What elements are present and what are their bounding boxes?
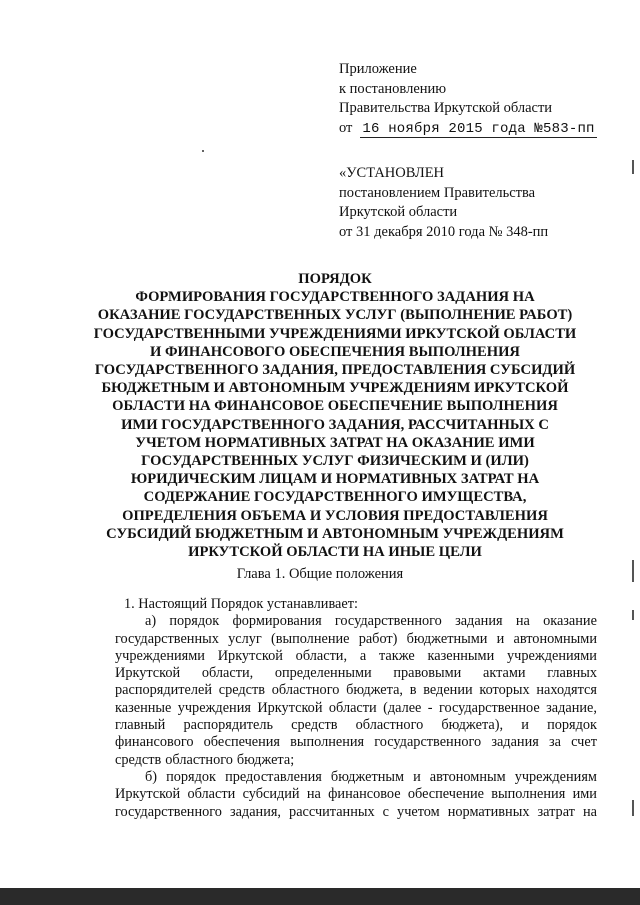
appendix-line: Правительства Иркутской области bbox=[339, 100, 553, 116]
word: задания, bbox=[229, 803, 282, 820]
word: задания bbox=[455, 613, 503, 630]
word: предоставления bbox=[225, 768, 322, 785]
word: порядок bbox=[547, 717, 597, 734]
word: учетом bbox=[397, 803, 440, 820]
word: задание, bbox=[546, 699, 597, 716]
title-line: ФОРМИРОВАНИЯ ГОСУДАРСТВЕННОГО ЗАДАНИЯ НА bbox=[135, 289, 535, 306]
title-heading: ПОРЯДОК bbox=[298, 271, 372, 287]
title-line: УЧЕТОМ НОРМАТИВНЫХ ЗАТРАТ НА ОКАЗАНИЕ ИМИ bbox=[135, 434, 535, 451]
word: (выполнение bbox=[270, 630, 350, 647]
word: финансового bbox=[115, 734, 194, 751]
established-line: «УСТАНОВЛЕН bbox=[339, 165, 445, 181]
word: Иркутской bbox=[217, 647, 283, 664]
word: распорядитель bbox=[183, 717, 273, 734]
word: финансовое bbox=[328, 786, 401, 803]
word: области, bbox=[295, 647, 348, 664]
word: порядок bbox=[166, 768, 217, 785]
resolution-date-number: 16 ноября 2015 года №583-пп bbox=[362, 120, 595, 137]
title-line: ОБЛАСТИ НА ФИНАНСОВОЕ ОБЕСПЕЧЕНИЕ ВЫПОЛНЕНИЯ bbox=[112, 398, 558, 415]
word: автономным bbox=[429, 768, 506, 785]
established-block bbox=[339, 164, 548, 242]
word: областного bbox=[355, 717, 424, 734]
word: с bbox=[382, 803, 390, 820]
word: а) bbox=[145, 613, 157, 630]
word: учреждениям bbox=[514, 768, 597, 785]
established-line: Иркутской области bbox=[339, 204, 458, 220]
word: бюджетным bbox=[330, 768, 405, 785]
word: субсидий bbox=[242, 786, 300, 803]
scan-edge bbox=[632, 0, 640, 905]
word: на bbox=[306, 786, 321, 803]
word: учреждениями bbox=[115, 647, 205, 664]
title-line: И ФИНАНСОВОГО ОБЕСПЕЧЕНИЯ ВЫПОЛНЕНИЯ bbox=[150, 343, 520, 360]
word: государственного bbox=[374, 734, 482, 751]
scan-bottom-border bbox=[0, 888, 640, 905]
word: счет bbox=[571, 734, 597, 751]
word: учреждениями bbox=[507, 647, 597, 664]
title-line: СОДЕРЖАНИЕ ГОСУДАРСТВЕННОГО ИМУЩЕСТВА, bbox=[143, 489, 527, 506]
word: и bbox=[496, 630, 505, 647]
appendix-block bbox=[339, 60, 597, 138]
word: выполнения bbox=[491, 786, 566, 803]
word: и bbox=[521, 717, 529, 734]
word: на bbox=[582, 803, 597, 820]
word: рассчитанных bbox=[289, 803, 375, 820]
appendix-line: к постановлению bbox=[339, 80, 447, 97]
body-line bbox=[115, 613, 597, 630]
word: государственного bbox=[334, 613, 442, 630]
word: государственное bbox=[438, 699, 540, 716]
word: в bbox=[409, 682, 417, 699]
word: а bbox=[359, 647, 367, 664]
title-line: СУБСИДИЙ БЮДЖЕТНЫМ И АВТОНОМНЫМ УЧРЕЖДЕНИЯМ bbox=[106, 525, 564, 542]
title-line: ЮРИДИЧЕСКИМ ЛИЦАМ И НОРМАТИВНЫХ ЗАТРАТ НА bbox=[130, 471, 540, 488]
body-line bbox=[115, 665, 597, 682]
word: на bbox=[515, 613, 530, 630]
word: средств bbox=[218, 682, 266, 699]
established-line: от 31 декабря 2010 года № 348-пп bbox=[339, 223, 549, 240]
body-line bbox=[115, 631, 597, 648]
word: государственного bbox=[115, 803, 222, 820]
word: главный bbox=[115, 717, 166, 734]
word: области, bbox=[201, 665, 254, 682]
word: которых bbox=[479, 682, 530, 699]
title-line: ИРКУТСКОЙ ОБЛАСТИ НА ИНЫЕ ЦЕЛИ bbox=[188, 544, 482, 561]
word: оказание bbox=[543, 613, 597, 630]
word: актами bbox=[482, 665, 526, 682]
word: обеспечения bbox=[203, 734, 280, 751]
word: Иркутской bbox=[115, 786, 181, 803]
word: и bbox=[413, 768, 421, 785]
word: казенные bbox=[115, 699, 172, 716]
word: бюджета, bbox=[346, 682, 403, 699]
title-line: ОКАЗАНИЕ ГОСУДАРСТВЕННЫХ УСЛУГ (ВЫПОЛНЕНИЕ РАБОТ) bbox=[97, 307, 573, 324]
word: областного bbox=[165, 751, 233, 768]
word: Иркутской bbox=[115, 665, 181, 682]
word: затрат bbox=[537, 803, 575, 820]
title-line: ГОСУДАРСТВЕННЫМИ УЧРЕЖДЕНИЯМИ ИРКУТСКОЙ ОБЛАСТИ bbox=[93, 325, 577, 342]
word: (далее bbox=[383, 699, 422, 716]
word: выполнения bbox=[290, 734, 365, 751]
word: порядок bbox=[169, 613, 220, 630]
title-line: ГОСУДАРСТВЕННЫХ УСЛУГ ФИЗИЧЕСКИМ И (ИЛИ) bbox=[141, 453, 529, 470]
word: формирования bbox=[232, 613, 322, 630]
word: автономными bbox=[513, 630, 597, 647]
established-line: постановлением Правительства bbox=[339, 184, 536, 201]
word: задания bbox=[491, 734, 539, 751]
body-line bbox=[115, 786, 597, 803]
word: области bbox=[187, 786, 236, 803]
body-line bbox=[115, 648, 597, 665]
word: области bbox=[328, 699, 377, 716]
word: правовыми bbox=[393, 665, 462, 682]
title-line: ГОСУДАРСТВЕННОГО ЗАДАНИЯ, ПРЕДОСТАВЛЕНИЯ СУБСИДИЙ bbox=[94, 362, 576, 379]
word: казенными bbox=[427, 647, 495, 664]
word: средств bbox=[115, 751, 162, 768]
appendix-date-line bbox=[339, 119, 597, 139]
title-line: ОПРЕДЕЛЕНИЯ ОБЪЕМА И УСЛОВИЯ ПРЕДОСТАВЛЕНИЯ bbox=[122, 507, 548, 524]
body-text bbox=[115, 596, 597, 821]
title-line: ИМИ ГОСУДАРСТВЕННОГО ЗАДАНИЯ, РАССЧИТАННЫХ С bbox=[121, 416, 549, 433]
body-line bbox=[115, 734, 597, 751]
word: государственных bbox=[115, 630, 219, 647]
body-line bbox=[115, 717, 597, 734]
word: ведении bbox=[423, 682, 473, 699]
from-label: от bbox=[339, 119, 353, 136]
word: средств bbox=[291, 717, 338, 734]
word: работ) bbox=[358, 630, 398, 647]
word: определенными bbox=[274, 665, 372, 682]
document-title bbox=[70, 270, 600, 561]
word: распорядителей bbox=[115, 682, 213, 699]
word: нормативных bbox=[447, 803, 530, 820]
word: Иркутской bbox=[257, 699, 323, 716]
word: бюджета; bbox=[236, 751, 295, 768]
body-line bbox=[115, 682, 597, 699]
body-line bbox=[115, 752, 597, 769]
word: ими bbox=[572, 786, 597, 803]
word: услуг bbox=[228, 630, 262, 647]
word: бюджета), bbox=[441, 717, 504, 734]
title-line: БЮДЖЕТНЫМ И АВТОНОМНЫМ УЧРЕЖДЕНИЯМ ИРКУТСКОЙ bbox=[101, 380, 569, 397]
body-line bbox=[115, 804, 597, 821]
word: областного bbox=[271, 682, 340, 699]
word: также bbox=[379, 647, 415, 664]
body-line: 1. Настоящий Порядок устанавливает: bbox=[124, 596, 358, 612]
body-line bbox=[115, 769, 597, 786]
word: учреждения bbox=[177, 699, 251, 716]
word: б) bbox=[145, 768, 158, 785]
word: находятся bbox=[536, 682, 597, 699]
word: главных bbox=[547, 665, 597, 682]
word: за bbox=[548, 734, 561, 751]
scan-speck bbox=[202, 150, 204, 152]
body-line bbox=[115, 700, 597, 717]
chapter-heading: Глава 1. Общие положения bbox=[236, 566, 404, 582]
word: обеспечение bbox=[407, 786, 484, 803]
word: - bbox=[427, 699, 433, 716]
word: бюджетными bbox=[406, 630, 488, 647]
appendix-line: Приложение bbox=[339, 61, 417, 77]
